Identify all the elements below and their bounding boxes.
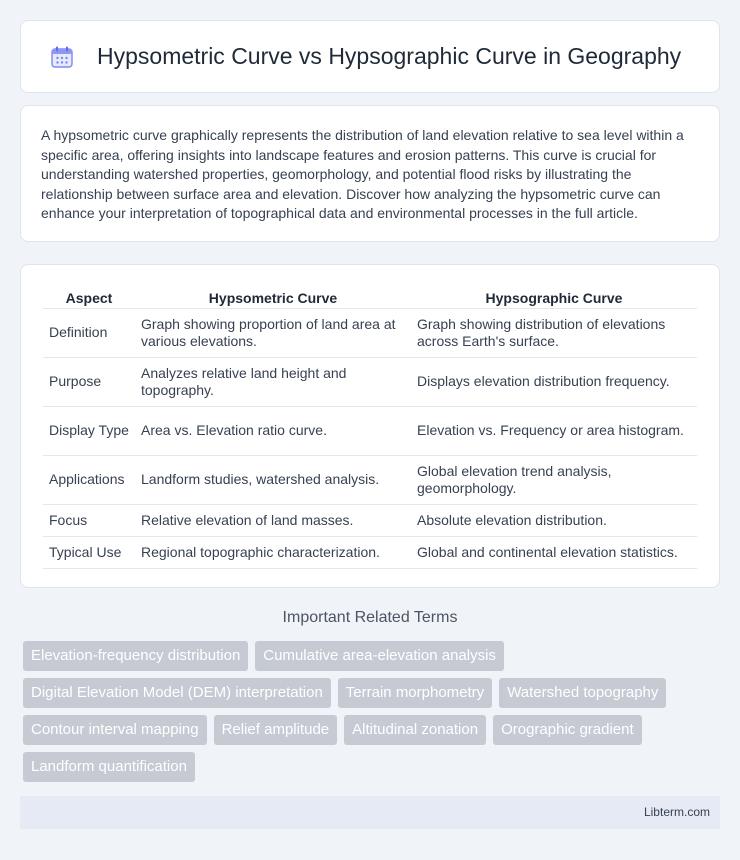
hypsographic-cell: Graph showing distribution of elevations across Earth's surface. (411, 308, 697, 357)
aspect-cell: Applications (43, 455, 135, 504)
header-hypsographic: Hypsographic Curve (411, 285, 697, 308)
aspect-cell: Focus (43, 504, 135, 536)
table-row (43, 406, 697, 455)
related-term-tag[interactable]: Cumulative area-elevation analysis (255, 641, 504, 671)
related-term-tag[interactable]: Contour interval mapping (23, 715, 207, 745)
hypsometric-cell: Landform studies, watershed analysis. (135, 455, 411, 504)
aspect-cell: Display Type (43, 406, 135, 455)
table-header-row (43, 285, 697, 308)
related-term-tag[interactable]: Orographic gradient (493, 715, 642, 745)
header-hypsometric: Hypsometric Curve (135, 285, 411, 308)
table-row (43, 536, 697, 568)
aspect-cell: Typical Use (43, 536, 135, 568)
calendar-icon (49, 44, 75, 70)
hypsographic-cell: Elevation vs. Frequency or area histogram. (411, 406, 697, 455)
related-term-tag[interactable]: Terrain morphometry (338, 678, 492, 708)
related-terms-title: Important Related Terms (282, 609, 458, 626)
related-term-tag[interactable]: Elevation-frequency distribution (23, 641, 248, 671)
table-row (43, 357, 697, 406)
hypsometric-cell: Relative elevation of land masses. (135, 504, 411, 536)
related-term-tag[interactable]: Landform quantification (23, 752, 195, 782)
related-term-tag[interactable]: Relief amplitude (214, 715, 338, 745)
footer (20, 796, 720, 829)
aspect-cell: Purpose (43, 357, 135, 406)
hypsometric-cell: Analyzes relative land height and topography. (135, 357, 411, 406)
hypsometric-cell: Area vs. Elevation ratio curve. (135, 406, 411, 455)
hypsographic-cell: Displays elevation distribution frequency. (411, 357, 697, 406)
comparison-table (43, 285, 697, 569)
related-term-tag[interactable]: Watershed topography (499, 678, 666, 708)
intro-card (20, 105, 720, 242)
page-title: Hypsometric Curve vs Hypsographic Curve in Geography (97, 43, 682, 69)
comparison-card (20, 264, 720, 588)
table-row (43, 455, 697, 504)
related-term-tag[interactable]: Altitudinal zonation (344, 715, 486, 745)
hypsometric-cell: Graph showing proportion of land area at various elevations. (135, 308, 411, 357)
hypsometric-cell: Regional topographic characterization. (135, 536, 411, 568)
header-card (20, 20, 720, 93)
related-terms-list (23, 641, 723, 782)
intro-paragraph: A hypsometric curve graphically represents the distribution of land elevation relative to sea level within a specific area, offering insights into landscape features and erosion patterns. This curve is crucial for understanding watershed properties, geomorphology, and potential flood risks by illustrating the relationship between surface area and elevation. Discover how analyzing the hypsometric curve can enhance your interpretation of topographical data and environmental processes in the full article. (41, 127, 684, 222)
hypsographic-cell: Global and continental elevation statistics. (411, 536, 697, 568)
aspect-cell: Definition (43, 308, 135, 357)
hypsographic-cell: Global elevation trend analysis, geomorphology. (411, 455, 697, 504)
related-term-tag[interactable]: Digital Elevation Model (DEM) interpretation (23, 678, 331, 708)
table-row (43, 504, 697, 536)
hypsographic-cell: Absolute elevation distribution. (411, 504, 697, 536)
table-row (43, 308, 697, 357)
footer-site-link[interactable]: Libterm.com (643, 805, 710, 819)
header-aspect: Aspect (43, 285, 135, 308)
